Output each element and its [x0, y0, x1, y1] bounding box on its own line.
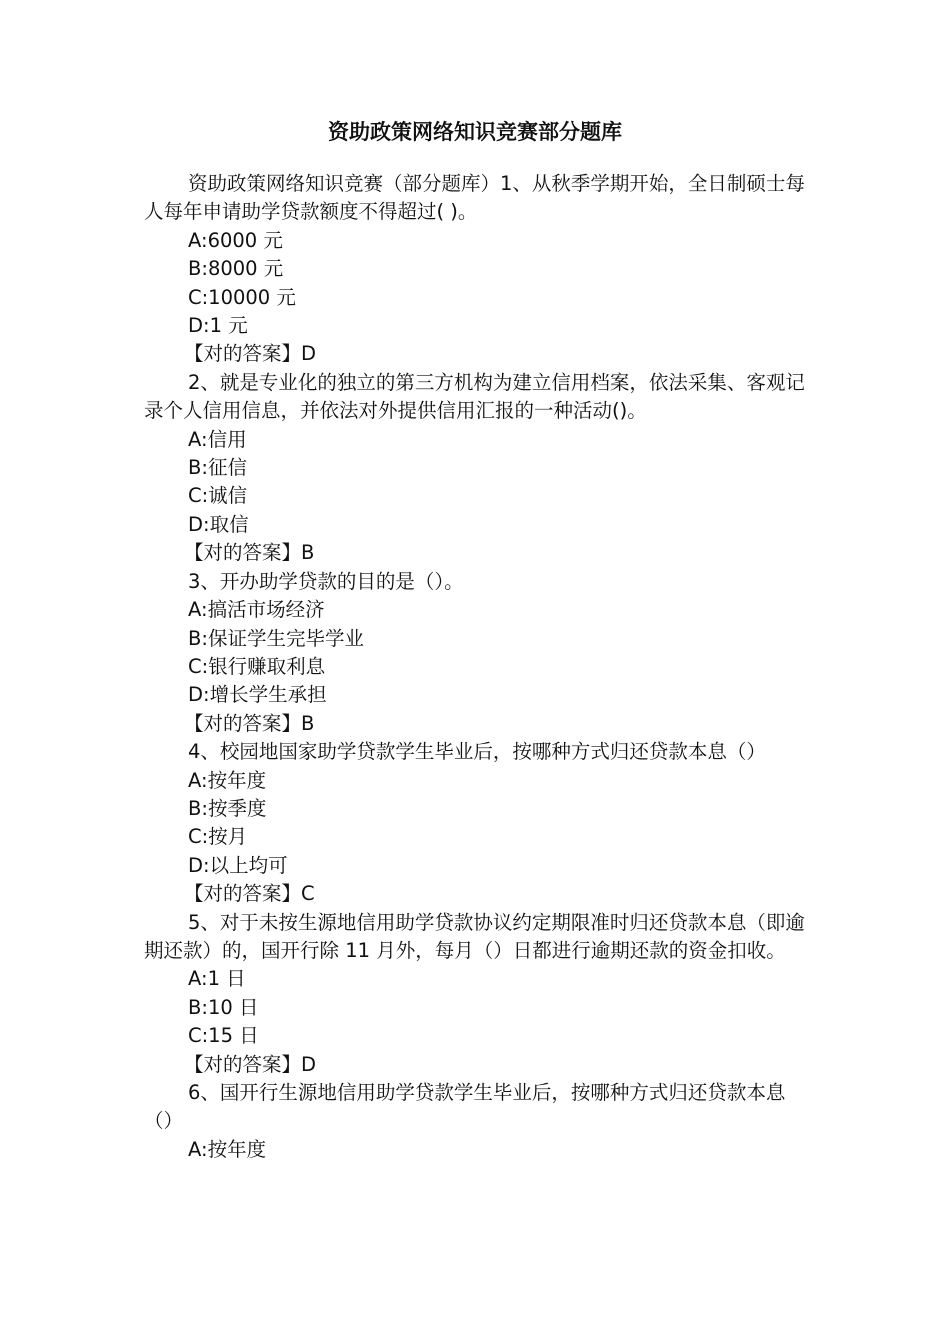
option-d: D:1 元: [188, 314, 248, 338]
option-d: D:取信: [188, 512, 249, 536]
question-list: [144, 170, 814, 1164]
question-stem: 资助政策网络知识竞赛（部分题库）1、从秋季学期开始，全日制硕士每人每年申请助学贷款额度不得超过( )。: [144, 172, 805, 224]
option-a: A:1 日: [188, 967, 246, 991]
correct-answer: 【对的答案】C: [184, 882, 315, 906]
option-b: B:征信: [188, 456, 247, 480]
correct-answer: 【对的答案】D: [184, 342, 317, 366]
document-title: 资助政策网络知识竞赛部分题库: [328, 120, 622, 144]
question-stem: 4、校园地国家助学贷款学生毕业后，按哪种方式归还贷款本息（）: [188, 740, 766, 764]
question-5: [144, 909, 814, 1079]
question-stem: 6、国开行生源地信用助学贷款学生毕业后，按哪种方式归还贷款本息（）: [144, 1081, 786, 1133]
option-a: A:按年度: [188, 768, 267, 792]
question-stem: 2、就是专业化的独立的第三方机构为建立信用档案，依法采集、客观记录个人信用信息，并依法对外提供信用汇报的一种活动()。: [144, 370, 805, 423]
option-c: C:按月: [188, 825, 248, 849]
option-a: A:按年度: [188, 1137, 267, 1161]
option-c: C:15 日: [188, 1024, 259, 1048]
option-b: B:保证学生完毕学业: [188, 626, 364, 650]
option-a: A:信用: [188, 427, 247, 451]
option-d: D:增长学生承担: [188, 683, 327, 707]
option-c: C:诚信: [188, 484, 248, 508]
correct-answer: 【对的答案】B: [184, 541, 315, 565]
question-stem: 3、开办助学贷款的目的是（）。: [188, 569, 464, 593]
question-4: [144, 738, 814, 908]
option-d: D:以上均可: [188, 853, 288, 877]
option-b: B:10 日: [188, 995, 259, 1019]
question-6: [144, 1079, 814, 1164]
option-a: A:搞活市场经济: [188, 598, 325, 622]
question-stem: 5、对于未按生源地信用助学贷款协议约定期限准时归还贷款本息（即逾期还款）的，国开行除 11 月外，每月（）日都进行逾期还款的资金扣收。: [144, 910, 805, 962]
correct-answer: 【对的答案】B: [184, 711, 315, 735]
question-3: [144, 568, 814, 738]
option-b: B:按季度: [188, 796, 267, 820]
question-1: [144, 170, 814, 369]
option-c: C:银行赚取利息: [188, 654, 326, 678]
question-2: [144, 369, 814, 568]
option-a: A:6000 元: [188, 228, 283, 252]
option-b: B:8000 元: [188, 257, 284, 281]
option-c: C:10000 元: [188, 285, 296, 309]
correct-answer: 【对的答案】D: [184, 1052, 317, 1076]
